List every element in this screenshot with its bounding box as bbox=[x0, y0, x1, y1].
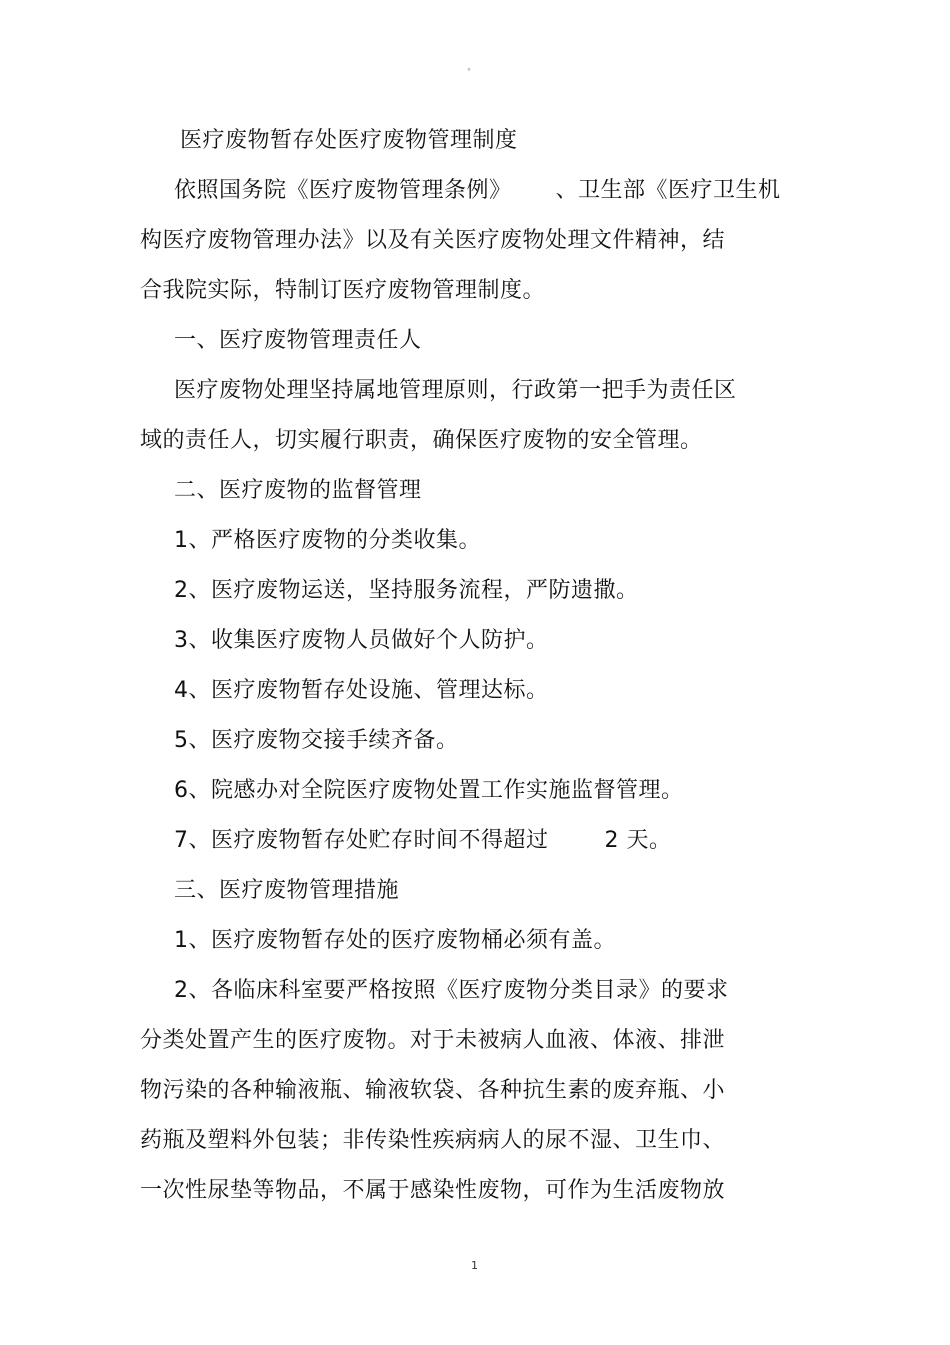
section-2-item-3: 3、收集医疗废物人员做好个人防护。 bbox=[174, 628, 549, 653]
section-1-paragraph-line-1: 医疗废物处理坚持属地管理原则，行政第一把手为责任区 bbox=[174, 378, 737, 403]
page-number: 1 bbox=[471, 1259, 478, 1272]
section-2-item-7-part-a: 7、医疗废物暂存处贮存时间不得超过 bbox=[174, 828, 549, 853]
section-2-item-2: 2、医疗废物运送，坚持服务流程，严防遗撒。 bbox=[174, 578, 639, 603]
intro-line-1-part-a: 依照国务院《医疗废物管理条例》 bbox=[174, 178, 512, 203]
section-3-item-2-line-1: 2、各临床科室要严格按照《医疗废物分类目录》的要求 bbox=[174, 978, 729, 1003]
section-3-item-2-line-3: 物污染的各种输液瓶、输液软袋、各种抗生素的废弃瓶、小 bbox=[140, 1078, 726, 1103]
section-3-heading: 三、医疗废物管理措施 bbox=[174, 878, 400, 903]
document-title: 医疗废物暂存处医疗废物管理制度 bbox=[180, 128, 518, 153]
section-2-item-7 bbox=[174, 828, 672, 854]
intro-line-1-part-b: 、卫生部《医疗卫生机 bbox=[555, 178, 781, 203]
section-2-item-6: 6、院感办对全院医疗废物处置工作实施监督管理。 bbox=[174, 778, 684, 803]
section-2-item-7-part-b: 2 天。 bbox=[604, 828, 672, 853]
section-2-item-5: 5、医疗废物交接手续齐备。 bbox=[174, 728, 459, 753]
section-2-heading: 二、医疗废物的监督管理 bbox=[174, 478, 422, 503]
section-1-heading: 一、医疗废物管理责任人 bbox=[174, 328, 422, 353]
intro-line-1 bbox=[174, 178, 781, 204]
section-3-item-2-line-4: 药瓶及塑料外包装；非传染性疾病病人的尿不湿、卫生巾、 bbox=[140, 1128, 726, 1153]
section-1-paragraph-line-2: 域的责任人，切实履行职责，确保医疗废物的安全管理。 bbox=[140, 428, 703, 453]
section-2-item-4: 4、医疗废物暂存处设施、管理达标。 bbox=[174, 678, 549, 703]
section-3-item-2-line-2: 分类处置产生的医疗废物。对于未被病人血液、体液、排泄 bbox=[140, 1028, 726, 1053]
section-2-item-1: 1、严格医疗废物的分类收集。 bbox=[174, 528, 481, 553]
intro-line-3: 合我院实际，特制订医疗废物管理制度。 bbox=[140, 278, 546, 303]
section-3-item-1: 1、医疗废物暂存处的医疗废物桶必须有盖。 bbox=[174, 928, 616, 953]
intro-line-2: 构医疗废物管理办法》以及有关医疗废物处理文件精神，结 bbox=[140, 228, 726, 253]
page-header-mark: ° bbox=[467, 67, 471, 76]
section-3-item-2-line-5: 一次性尿垫等物品，不属于感染性废物，可作为生活废物放 bbox=[140, 1178, 726, 1203]
